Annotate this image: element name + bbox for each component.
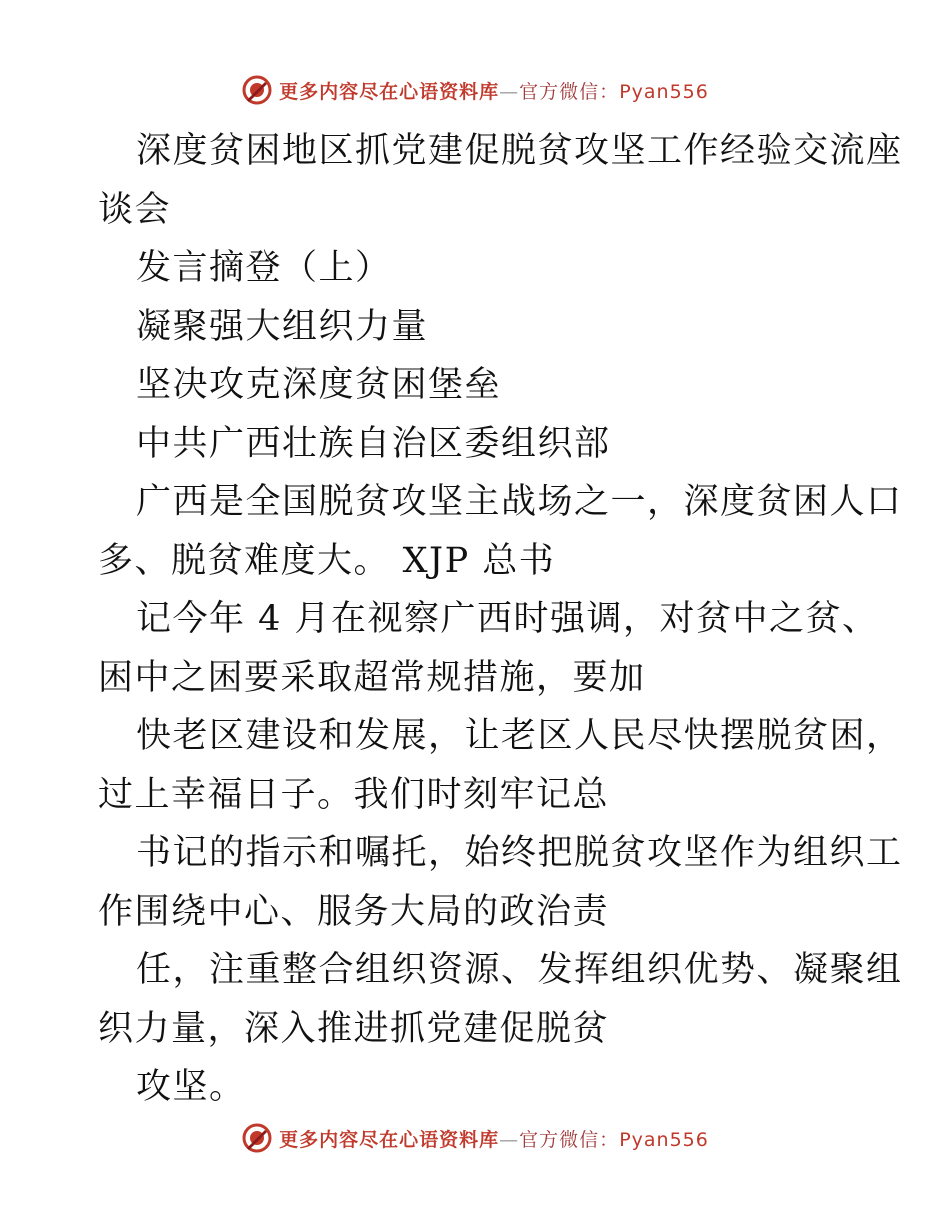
banner-wechat-id: Pyan556	[619, 80, 709, 103]
text-line: 广西是全国脱贫攻坚主战场之一，深度贫困人口	[136, 482, 903, 522]
text-line: 中共广西壮族自治区委组织部	[136, 423, 611, 464]
text-line: 织力量，深入推进抓党建促脱贫	[98, 1008, 610, 1049]
text-line: 困中之困要采取超常规措施，要加	[98, 657, 646, 698]
banner-main-text: 更多内容尽在心语资料库	[279, 80, 500, 103]
footer-banner	[0, 1118, 950, 1158]
text-line: 书记的指示和嘱托，始终把脱贫攻坚作为组织工	[136, 833, 903, 873]
text-line: 任，注重整合组织资源、发挥组织优势、凝聚组	[136, 950, 903, 990]
text-line: 作围绕中心、服务大局的政治责	[98, 891, 610, 932]
text-line: 深度贫困地区抓党建促脱贫攻坚工作经验交流座	[136, 131, 903, 171]
document-body	[98, 122, 903, 1117]
text-line: 坚决攻克深度贫困堡垒	[136, 365, 502, 405]
footer-banner-content	[241, 1122, 709, 1154]
text-line: 凝聚强大组织力量	[136, 306, 429, 347]
text-line: 过上幸福日子。我们时刻牢记总	[98, 774, 610, 815]
banner-separator: —	[499, 80, 520, 103]
header-banner	[0, 70, 950, 110]
banner-wechat-id: Pyan556	[619, 1128, 709, 1151]
text-line: 多、脱贫难度大。 XJP 总书	[98, 540, 556, 581]
text-line: 攻坚。	[136, 1067, 246, 1107]
banner-separator: —	[499, 1128, 520, 1151]
text-line: 记今年 4 月在视察广西时强调，对贫中之贫、	[136, 599, 879, 639]
text-line: 快老区建设和发展，让老区人民尽快摆脱贫困，	[136, 716, 903, 756]
logo-icon	[241, 74, 273, 106]
banner-sub-text: 官方微信：	[519, 1128, 620, 1151]
header-banner-content	[241, 74, 709, 106]
text-line: 发言摘登（上）	[136, 248, 392, 288]
banner-main-text: 更多内容尽在心语资料库	[279, 1128, 500, 1151]
banner-sub-text: 官方微信：	[519, 80, 620, 103]
text-line: 谈会	[98, 189, 172, 230]
logo-icon	[241, 1122, 273, 1154]
